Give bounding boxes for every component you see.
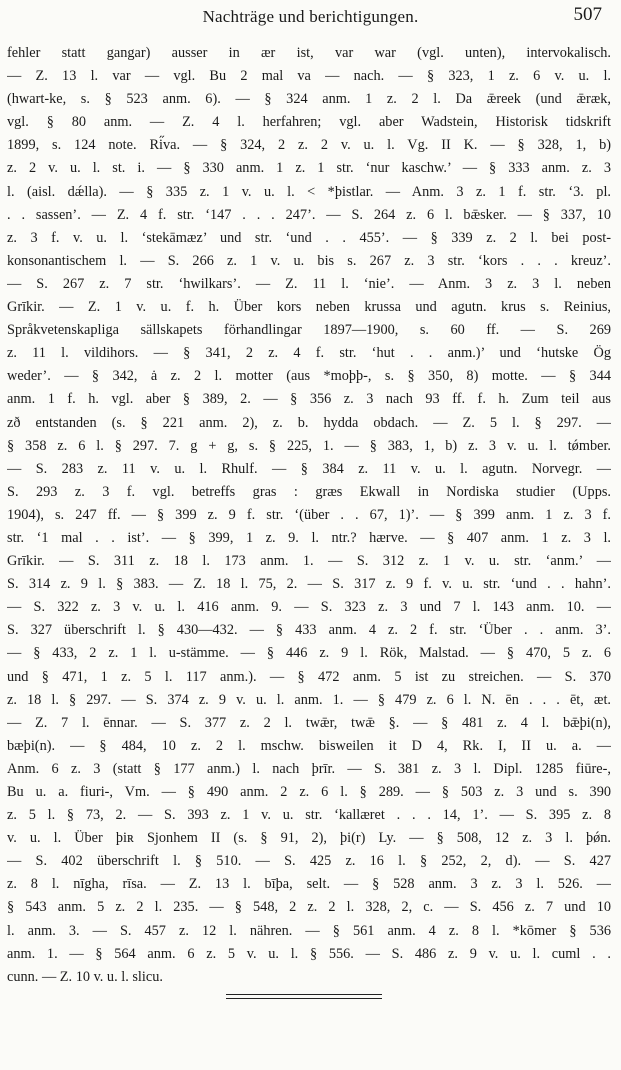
text-line: z. 2 v. u. l. st. i. — § 330 anm. 1 z. 1 str. ‘nur kaschw.’ — § 333 anm. z. 3 <box>7 160 611 177</box>
text-line: § 358 z. 6 l. § 297. 7. g + g, s. § 225, 1. — § 383, 1, b) z. 3 v. u. l. tǿmber. <box>7 437 611 454</box>
text-line: — S. 402 überschrift l. § 510. — S. 425 z. 16 l. § 252, 2, d). — S. 427 <box>7 853 611 870</box>
text-line: S. 293 z. 3 f. vgl. betreffs gras : græs Ekwall in Nordiska studier (Upps. <box>7 483 611 500</box>
text-line: Grīkir. — Z. 1 v. u. f. h. Über kors neben krussa und agutn. krus s. Reinius, <box>7 299 611 316</box>
text-line: — Z. 7 l. ēnnar. — S. 377 z. 2 l. twǣr, twǣ §. — § 481 z. 4 l. bǣþi(n), <box>7 714 611 731</box>
text-line: v. u. l. Über þiʀ Sjonhem II (s. § 91, 2), þi(r) Ly. — § 508, 12 z. 3 l. þǿn. <box>7 830 611 847</box>
text-line: Språkvetenskapliga sällskapets förhandlingar 1897—1900, s. 60 ff. — S. 269 <box>7 322 611 339</box>
text-line: S. 327 überschrift l. § 430—432. — § 433 anm. 4 z. 2 f. str. ‘Über . . anm. 3’. <box>7 622 611 639</box>
text-line: Anm. 6 z. 3 (statt § 177 anm.) l. nach þrīr. — S. 381 z. 3 l. Dipl. 1285 fiūre-, <box>7 760 611 777</box>
text-line: und § 471, 1 z. 5 l. 117 anm.). — § 472 anm. 5 ist zu streichen. — S. 370 <box>7 668 611 685</box>
text-line: z. 3 f. v. u. l. ‘stekāmæz’ und str. ‘und . . 455’. — § 339 z. 2 l. bei post- <box>7 229 611 246</box>
text-line: — S. 283 z. 11 v. u. l. Rhulf. — § 384 z. 11 v. u. l. agutn. Norvegr. — <box>7 460 611 477</box>
text-line: — Z. 13 l. var — vgl. Bu 2 mal va — nach. — § 323, 1 z. 6 v. u. l. <box>7 68 611 85</box>
text-line: fehler statt gangar) ausser in ær ist, var war (vgl. unten), intervokalisch. <box>7 45 611 61</box>
text-line: anm. 1 f. h. vgl. aber § 389, 2. — § 356 z. 3 nach 93 ff. f. h. Zum teil aus <box>7 391 611 408</box>
text-line: § 543 anm. 5 z. 2 l. 235. — § 548, 2 z. 2 l. 328, 2, c. — S. 456 z. 7 und 10 <box>7 899 611 916</box>
end-rule <box>226 994 382 995</box>
text-line: — S. 322 z. 3 v. u. l. 416 anm. 9. — S. 323 z. 3 und 7 l. 143 anm. 10. — <box>7 599 611 616</box>
text-line: bæþi(n). — § 484, 10 z. 2 l. mschw. bisweilen it D 4, Rk. I, II u. a. — <box>7 737 611 754</box>
text-line: — S. 267 z. 7 str. ‘hwilkars’. — Z. 11 l. ‘nie’. — Anm. 3 z. 3 l. neben <box>7 275 611 292</box>
text-line: Grīkir. — S. 311 z. 18 l. 173 anm. 1. — S. 312 z. 1 v. u. str. ‘anm.’ — <box>7 553 611 570</box>
text-line-last: cunn. — Z. 10 v. u. l. slicu. <box>7 968 163 985</box>
text-line: . . sassen’. — Z. 4 f. str. ‘147 . . . 247’. — S. 264 z. 6 l. bǣsker. — § 337, 10 <box>7 206 611 223</box>
text-line: konsonantischem l. — S. 266 z. 1 v. u. bis s. 267 z. 3 str. ‘kors . . . kreuz’. <box>7 252 611 269</box>
text-line: z. 18 l. § 297. — S. 374 z. 9 v. u. l. anm. 1. — § 479 z. 6 l. N. ēn . . . ēt, æt. <box>7 691 611 708</box>
text-line: (hwart-ke, s. § 523 anm. 6). — § 324 anm. 1 z. 2 l. Da ǣreek (und ǣræk, <box>7 91 611 108</box>
text-line: z. 8 l. nīgha, rīsa. — Z. 13 l. bīþa, selt. — § 528 anm. 3 z. 3 l. 526. — <box>7 876 611 893</box>
text-line: weder’. — § 342, ȧ z. 2 l. motter (aus *moþþ-, s. § 350, 8) motte. — § 344 <box>7 368 611 385</box>
text-line: Bu u. a. fiuri-, Vm. — § 490 anm. 2 z. 6 l. § 289. — § 503 z. 3 und s. 390 <box>7 784 611 800</box>
text-line: — § 433, 2 z. 1 l. u-stämme. — § 446 z. 9 l. Rök, Malstad. — § 470, 5 z. 6 <box>7 645 611 662</box>
end-rule <box>226 998 382 999</box>
page-header <box>0 4 621 30</box>
text-line: 1899, s. 124 note. Ri̋va. — § 324, 2 z. 2 v. u. l. Vg. II K. — § 328, 1, b) <box>7 137 611 154</box>
text-line: zð entstanden (s. § 221 anm. 2), z. b. hydda obdach. — Z. 5 l. § 297. — <box>7 414 611 431</box>
text-line: str. ‘1 mal . . ist’. — § 399, 1 z. 9. l. ntr.? hærve. — § 407 anm. 1 z. 3 l. <box>7 529 611 546</box>
text-line: z. 11 l. vildihors. — § 341, 2 z. 4 f. str. ‘hut . . anm.)’ und ‘hutske Ög <box>7 345 611 362</box>
text-line: l. (aisl. dǽlla). — § 335 z. 1 v. u. l. < *þistlar. — Anm. 3 z. 1 f. str. ‘3. pl. <box>7 183 611 200</box>
text-line: anm. 1. — § 564 anm. 6 z. 5 v. u. l. § 556. — S. 486 z. 9 v. u. l. cuml . . <box>7 945 611 962</box>
text-line: z. 5 l. § 73, 2. — S. 393 z. 1 v. u. str. ‘kallæret . . . 14, 1’. — S. 395 z. 8 <box>7 807 611 824</box>
body-text <box>7 42 611 989</box>
running-title: Nachträge und berichtigungen. <box>202 7 419 26</box>
text-line: S. 314 z. 9 l. § 383. — Z. 18 l. 75, 2. — S. 317 z. 9 f. v. u. str. ‘und . . hahn’. <box>7 576 611 593</box>
text-line: 1904), s. 247 ff. — § 399 z. 9 f. str. ‘(über . . 67, 1)’. — § 399 anm. 1 z. 3 f. <box>7 506 611 523</box>
page-number: 507 <box>573 4 602 25</box>
text-line: vgl. § 80 anm. — Z. 4 l. herfahren; vgl. aber Wadstein, Historisk tidskrift <box>7 114 611 131</box>
text-line: l. anm. 3. — S. 457 z. 12 l. nähren. — § 561 anm. 4 z. 8 l. *kōmer § 536 <box>7 922 611 939</box>
